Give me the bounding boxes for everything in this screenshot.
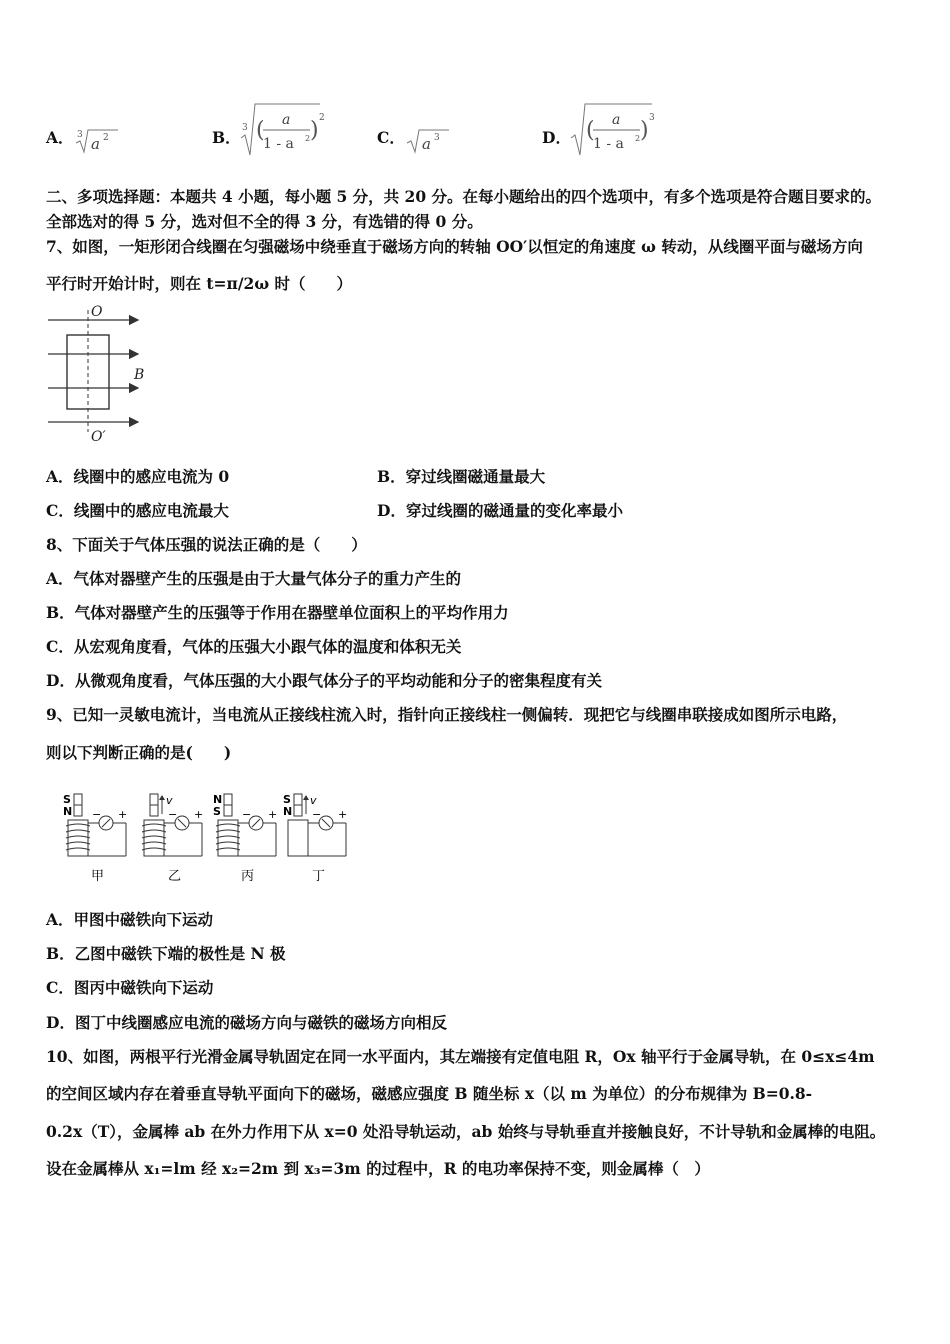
svg-text:1 - a: 1 - a [593,136,624,152]
q9-figure [58,790,358,890]
circuit-bing [213,793,277,856]
svg-text:S: S [63,793,71,806]
svg-text:v: v [310,794,317,807]
fig-label-ding: 丁 [312,869,326,884]
svg-text:3: 3 [242,123,248,133]
fig-label-yi: 乙 [168,869,182,884]
svg-text:3: 3 [649,113,655,123]
label-B: B [134,367,145,383]
svg-text:v: v [166,794,173,807]
q8-option-d[interactable]: D．从微观角度看，气体压强的大小跟气体分子的平均动能和分子的密集程度有关 [46,671,602,690]
svg-text:1 - a: 1 - a [263,136,294,152]
q9-option-c[interactable]: C．图丙中磁铁向下运动 [46,978,214,997]
q10-stem-line3: 0.2x（T），金属棒 ab 在外力作用下从 x=0 处沿导轨运动，ab 始终与导轨垂直并接触良好，不计导轨和金属棒的电阻。 [46,1122,886,1141]
root-index: 3 [77,130,83,140]
q9-option-b[interactable]: B．乙图中磁铁下端的极性是 N 极 [46,944,286,963]
svg-text:a: a [422,135,431,153]
q8-stem: 8、下面关于气体压强的说法正确的是（ ） [46,535,367,554]
q8-option-b[interactable]: B．气体对器壁产生的压强等于作用在器壁单位面积上的平均作用力 [46,603,509,622]
svg-text:a: a [91,135,100,153]
svg-text:3: 3 [434,133,440,143]
svg-text:2: 2 [103,133,109,143]
svg-text:−: − [312,808,322,821]
svg-text:−: − [242,808,252,821]
q7-option-c[interactable]: C．线圈中的感应电流最大 [46,501,229,520]
q7-option-a[interactable]: A．线圈中的感应电流为 0 [46,467,230,486]
q8-option-c[interactable]: C．从宏观角度看，气体的压强大小跟气体的温度和体积无关 [46,637,462,656]
q6-option-a[interactable]: A． [46,128,74,147]
section2-header-line2: 全部选对的得 5 分，选对但不全的得 3 分，有选错的得 0 分。 [46,212,483,231]
q10-stem-line4: 设在金属棒从 x₁=lm 经 x₂=2m 到 x₃=3m 的过程中，R 的电功率保持不变，则金属棒（ ） [46,1159,710,1178]
q6-option-c[interactable]: C． [377,128,405,147]
svg-text:2: 2 [305,134,311,143]
q10-stem-line1: 10、如图，两根平行光滑金属导轨固定在同一水平面内，其左端接有定值电阻 R，Ox 轴平行于金属导轨，在 0≤x≤4m [46,1047,875,1066]
svg-text:+: + [338,808,348,821]
q10-stem-line2: 的空间区域内存在着垂直导轨平面向下的磁场，磁感应强度 B 随坐标 x（以 m 为单位）的分布规律为 B=0.8- [46,1084,813,1103]
q6-option-d-expr [568,100,660,158]
svg-text:+: + [118,808,128,821]
q7-option-d[interactable]: D．穿过线圈的磁通量的变化率最小 [377,501,623,520]
section2-header-line1: 二、多项选择题：本题共 4 小题，每小题 5 分，共 20 分。在每小题给出的四个选项中，有多个选项是符合题目要求的。 [46,187,882,206]
svg-text:(: ( [256,118,265,143]
svg-text:(: ( [586,118,595,143]
q6-option-b-expr [238,100,328,158]
q9-stem-line2: 则以下判断正确的是( ) [46,743,232,762]
label-O-prime: O′ [91,429,106,444]
svg-text:+: + [194,808,204,821]
circuit-jia [63,793,127,856]
svg-text:N: N [63,805,73,818]
svg-text:2: 2 [319,113,325,123]
q9-stem-line1: 9、已知一灵敏电流计，当电流从正接线柱流入时，指针向正接线柱一侧偏转．现把它与线圈串联接成如图所示电路， [46,705,848,724]
svg-text:N: N [283,805,293,818]
svg-text:S: S [213,805,221,818]
circuit-yi [142,794,203,856]
q6-option-d[interactable]: D． [542,128,571,147]
q6-option-b[interactable]: B． [212,128,241,147]
q9-option-d[interactable]: D．图丁中线圈感应电流的磁场方向与磁铁的磁场方向相反 [46,1013,447,1032]
fig-label-jia: 甲 [91,869,105,884]
q6-option-c-expr [405,122,455,156]
svg-text:S: S [283,793,291,806]
svg-text:N: N [213,793,223,806]
svg-text:): ) [310,118,319,143]
q7-option-b[interactable]: B．穿过线圈磁通量最大 [377,467,546,486]
circuit-ding [283,793,347,856]
svg-text:2: 2 [635,134,641,143]
q7-stem-line2: 平行时开始计时，则在 t=π/2ω 时（ ） [46,274,352,293]
svg-text:−: − [92,808,102,821]
q7-stem-line1: 7、如图，一矩形闭合线圈在匀强磁场中绕垂直于磁场方向的转轴 OO′以恒定的角速度 ω 转动，从线圈平面与磁场方向 [46,237,863,256]
label-O: O [91,304,103,320]
svg-text:−: − [168,808,178,821]
q9-option-a[interactable]: A．甲图中磁铁向下运动 [46,910,214,929]
svg-text:a: a [282,112,291,128]
svg-text:): ) [640,118,649,143]
svg-text:+: + [268,808,278,821]
q6-option-a-expr [74,122,124,156]
q7-figure [44,302,164,444]
svg-text:a: a [612,112,621,128]
q8-option-a[interactable]: A．气体对器壁产生的压强是由于大量气体分子的重力产生的 [46,569,462,588]
fig-label-bing: 丙 [241,869,255,884]
